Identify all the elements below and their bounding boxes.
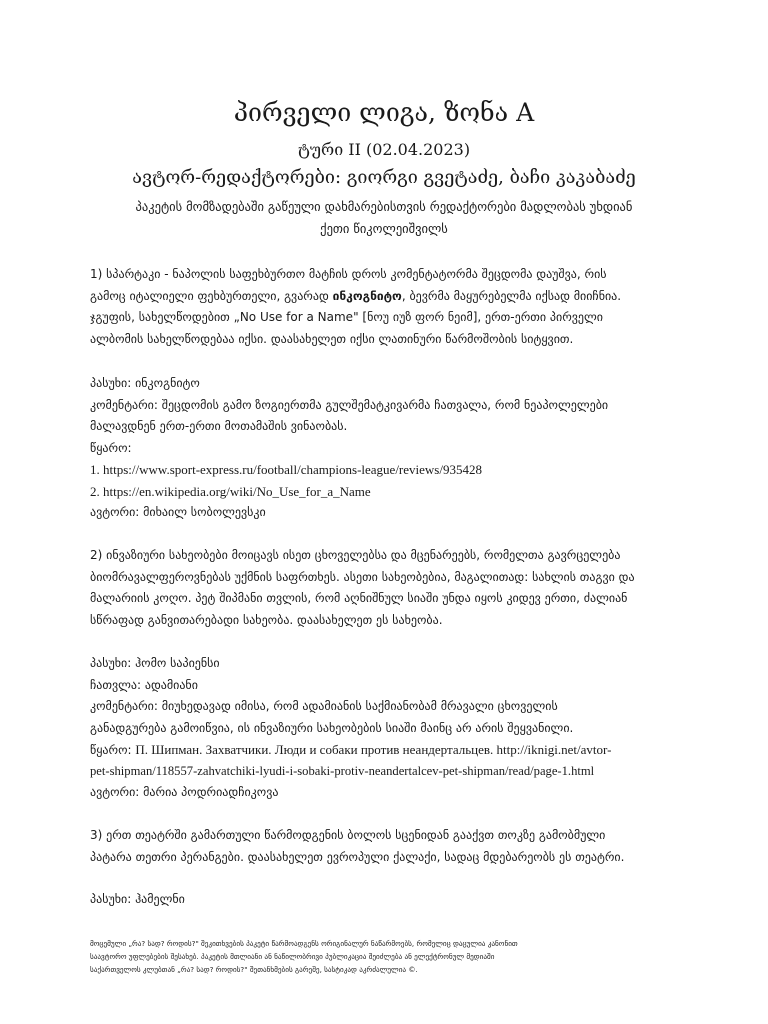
- question-1-comment-line-2: მალავდნენ ერთ-ერთი მოთამაშის ვინაობას.: [90, 419, 348, 433]
- footer-line-2: საავტორო უფლებების შესახებ. პაკეტის მთლიანი ან ნაწილობრივი პუბლიკაცია შეიძლება ან ელექტრონულ მედიაში: [90, 952, 495, 961]
- question-1-details: [90, 373, 690, 524]
- question-2-author: ავტორი: მარია პოდრიადჩიკოვა: [90, 785, 279, 799]
- question-2: [90, 545, 690, 631]
- footer-line-1: მოცემული „რა? სად? როდის?" შეკითხვების პაკეტი წარმოადგენს ორიგინალურ ნაწარმოებს, რომელიც დაცულია კანონით: [90, 939, 518, 948]
- question-2-line-1: 2) ინვაზიური სახეობები მოიცავს ისეთ ცხოველებსა და მცენარეებს, რომელთა გავრცელება: [90, 548, 621, 562]
- question-3-answer: პასუხი: ჰამელნი: [90, 892, 185, 906]
- question-1-source-2[interactable]: 2. https://en.wikipedia.org/wiki/No_Use_for_a_Name: [90, 483, 371, 499]
- acknowledgement: [80, 196, 688, 240]
- question-1-text: გამოც იტალიელი ფეხბურთელი, გვარად: [90, 288, 333, 303]
- question-1-line-4: ალბომის სახელწოდებაა იქსი. დაასახელეთ იქსი ლათინური წარმოშობის სიტყვით.: [90, 331, 574, 346]
- question-2-source-label: წყარო:: [90, 743, 136, 757]
- question-2-source-line-2[interactable]: pet-shipman/118557-zahvatchiki-lyudi-i-sobaki-protiv-neandertalcev-pet-shipman/read/page-1.html: [90, 763, 595, 778]
- question-1-line-1: 1) სპარტაკი - ნაპოლის საფეხბურთო მატჩის დროს კომენტატორმა შეცდომა დაუშვა, რის: [90, 267, 607, 281]
- question-3-details: [90, 889, 690, 911]
- question-3-line-1: 3) ერთ თეატრში გამართული წარმოდგენის ბოლოს სცენიდან გააქვთ თოკზე გამობმული: [90, 828, 606, 842]
- question-1-bold-word: ინკოგნიტო: [332, 288, 402, 303]
- question-2-accepted: ჩათვლა: ადამიანი: [90, 677, 198, 692]
- question-2-answer: პასუხი: ჰომო საპიენსი: [90, 656, 220, 670]
- question-2-line-4: სწრაფად განვითარებადი სახეობა. დაასახელეთ ეს სახეობა.: [90, 612, 443, 627]
- question-2-line-2: ბიომრავალფეროვნებას უქმნის საფრთხეს. ასეთი სახეობებია, მაგალითად: სახლის თაგვი და: [90, 569, 635, 584]
- question-3-line-2: პატარა თეთრი პერანგები. დაასახელეთ ევროპული ქალაქი, სადაც მდებარეობს ეს თეატრი.: [90, 849, 625, 864]
- question-1-sources-label: წყარო:: [90, 440, 132, 455]
- page-title: პირველი ლიგა, ზონა A: [233, 98, 535, 127]
- question-1-source-1[interactable]: 1. https://www.sport-express.ru/football/champions-league/reviews/935428: [90, 462, 482, 477]
- question-1-comment-line-1: კომენტარი: შეცდომის გამო ზოგიერთმა გულშემატკივარმა ჩათვალა, რომ ნეაპოლელები: [90, 397, 609, 412]
- question-2-details: [90, 653, 690, 804]
- question-1-answer: პასუხი: ინკოგნიტო: [90, 376, 200, 390]
- question-1-text-end: , ბევრმა მაყურებელმა იქსად მიიჩნია.: [401, 288, 622, 303]
- question-1-line-2: [90, 286, 690, 308]
- question-1-author: ავტორი: მიხაილ სობოლევსკი: [90, 505, 266, 519]
- question-2-source-line-1: [90, 739, 690, 761]
- round-date: ტური II (02.04.2023): [297, 140, 471, 159]
- question-2-source-text[interactable]: П. Шипман. Захватчики. Люди и собаки против неандертальцев. http://iknigi.net/avtor-: [135, 742, 612, 757]
- copyright-footer: [90, 937, 690, 976]
- question-1-line-3: ჯგუფის, სახელწოდებით „No Use for a Name" [ნოუ იუზ ფორ ნეიმ], ერთ-ერთი პირველი: [90, 310, 603, 324]
- question-2-comment-line-1: კომენტარი: მიუხედავად იმისა, რომ ადამიანის საქმიანობამ მრავალი ცხოველის: [90, 699, 558, 713]
- question-2-line-3: მალარიის კოღო. პეტ შიპმანი თვლის, რომ აღნიშნულ სიაში უნდა იყოს კიდევ ერთი, ძალიან: [90, 591, 628, 605]
- acknowledgement-line-2: ქეთი წიკოლეიშვილს: [320, 221, 448, 236]
- question-2-comment-line-2: განადგურება გამოიწვია, ის ინვაზიური სახეობების სიაში მაინც არ არის შეყვანილი.: [90, 720, 574, 735]
- editors-line: ავტორ-რედაქტორები: გიორგი გვეტაძე, ბაჩი კაკაბაძე: [132, 167, 636, 188]
- acknowledgement-line-1: პაკეტის მომზადებაში გაწეული დახმარებისთვის რედაქტორები მადლობას უხდიან: [135, 199, 633, 214]
- footer-line-3: საქართველოს კლუბთან „რა? სად? როდის?" შეთანხმების გარეშე, სასტიკად აკრძალულია ©.: [90, 965, 418, 974]
- question-1: [90, 264, 690, 350]
- question-3: [90, 825, 690, 868]
